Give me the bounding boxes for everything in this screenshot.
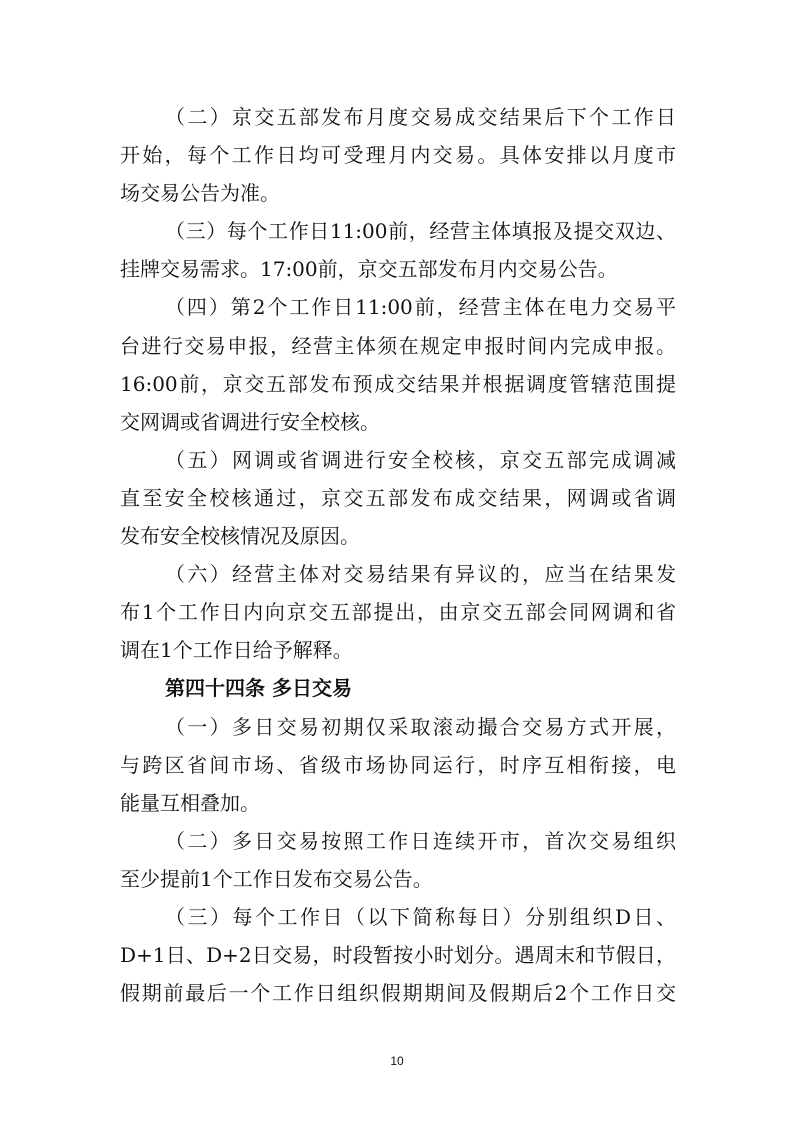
page-number: 10 (390, 1054, 404, 1068)
paragraph-line: （二）多日交易按照工作日连续开市，首次交易组织 (165, 828, 676, 853)
paragraph-line: 至少提前1个工作日发布交易公告。 (120, 866, 433, 891)
paragraph-line: D+1日、D+2日交易，时段暂按小时划分。遇周末和节假日， (120, 943, 676, 968)
paragraph-line: 16:00前，京交五部发布预成交结果并根据调度管辖范围提 (120, 371, 676, 396)
paragraph-line: （四）第2个工作日11:00前，经营主体在电力交易平 (165, 295, 676, 320)
paragraph-line: 与跨区省间市场、省级市场协同运行，时序互相衔接，电 (120, 752, 676, 777)
paragraph-line: （六）经营主体对交易结果有异议的，应当在结果发 (165, 562, 676, 587)
paragraph-line: 挂牌交易需求。17:00前，京交五部发布月内交易公告。 (120, 257, 618, 282)
paragraph-line: 假期前最后一个工作日组织假期期间及假期后2个工作日交 (120, 981, 676, 1006)
paragraph-line: （五）网调或省调进行安全校核，京交五部完成调减 (165, 447, 676, 472)
paragraph-line: 台进行交易申报，经营主体须在规定申报时间内完成申报。 (120, 333, 676, 358)
paragraph-line: 能量互相叠加。 (120, 790, 260, 815)
paragraph-line: 布1个工作日内向京交五部提出，由京交五部会同网调和省 (120, 600, 676, 625)
paragraph-line: （三）每个工作日（以下简称每日）分别组织D日、 (165, 904, 676, 929)
paragraph-line: （一）多日交易初期仅采取滚动撮合交易方式开展， (165, 714, 676, 739)
paragraph-line: （三）每个工作日11:00前，经营主体填报及提交双边、 (165, 219, 676, 244)
paragraph-line: 发布安全校核情况及原因。 (120, 524, 360, 549)
paragraph-line: （二）京交五部发布月度交易成交结果后下个工作日 (165, 105, 676, 129)
paragraph-line: 直至安全校核通过，京交五部发布成交结果，网调或省调 (120, 485, 676, 510)
paragraph-line: 场交易公告为准。 (120, 181, 280, 206)
paragraph-line: 调在1个工作日给予解释。 (120, 638, 353, 663)
paragraph-line: 交网调或省调进行安全校核。 (120, 409, 380, 434)
article-heading: 第四十四条 多日交易 (165, 676, 352, 701)
paragraph-line: 开始，每个工作日均可受理月内交易。具体安排以月度市 (120, 143, 676, 168)
document-body (120, 98, 676, 1012)
